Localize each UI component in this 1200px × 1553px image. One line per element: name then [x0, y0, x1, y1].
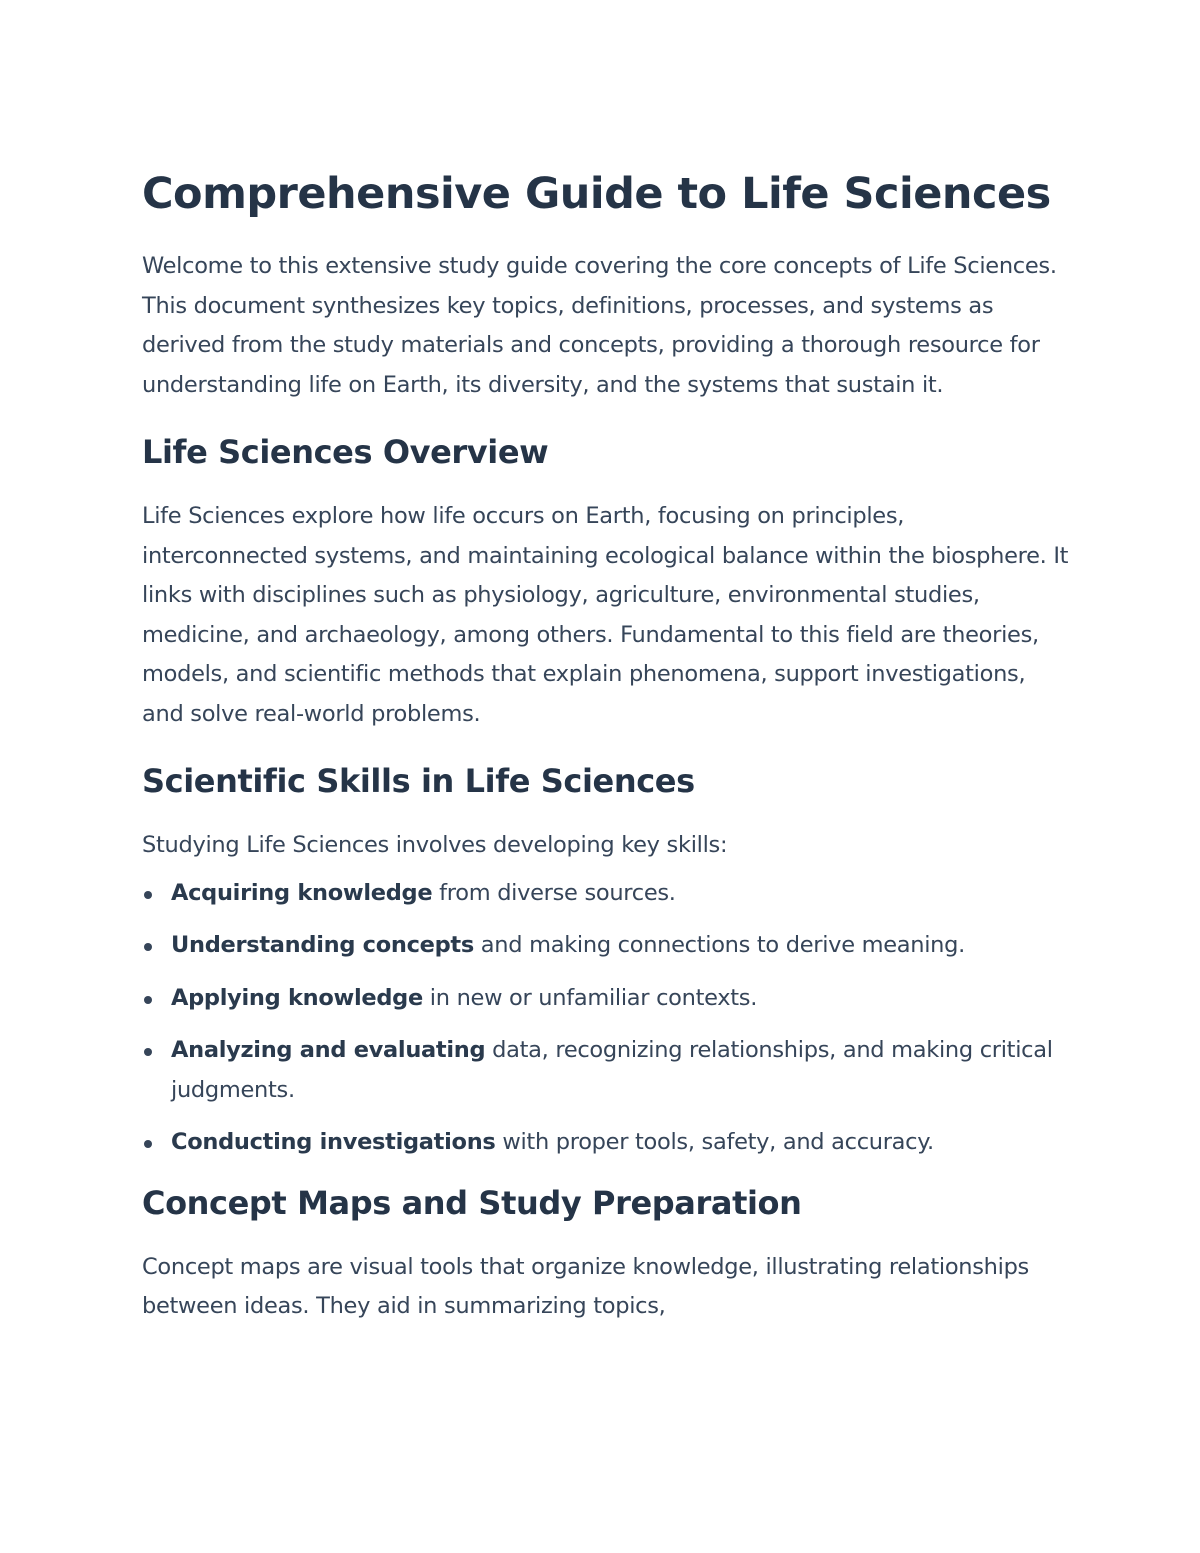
list-item-text: and making connections to derive meaning. — [473, 932, 965, 958]
document-page — [142, 160, 1072, 1327]
list-item — [142, 1031, 1072, 1110]
list-item-text: from diverse sources. — [432, 879, 676, 906]
intro-paragraph: Welcome to this extensive study guide covering the core concepts of Life Sciences. This document synthesizes key topics, definitions, processes, and systems as derived from the study materials and concepts, providing a thorough resource for understanding life on Earth, its diversity, and the systems that sustain it. — [142, 253, 1057, 398]
bullet-icon — [144, 1140, 152, 1148]
section-heading-overview: Life Sciences Overview — [142, 433, 549, 471]
bullet-icon — [144, 1048, 152, 1056]
section-heading-skills: Scientific Skills in Life Sciences — [142, 762, 695, 800]
list-item-text: data, recognizing relationships, and making critical judgments. — [171, 1037, 1053, 1103]
bullet-icon — [144, 943, 152, 951]
list-item-bold: Analyzing and evaluating — [171, 1037, 486, 1063]
list-item-bold: Conducting investigations — [171, 1129, 496, 1155]
list-item-bold: Acquiring knowledge — [171, 879, 433, 906]
bullet-icon — [144, 891, 152, 899]
concept-maps-paragraph: Concept maps are visual tools that organize knowledge, illustrating relationships between ideas. They aid in summarizing topics, — [142, 1253, 1029, 1319]
list-item-text: in new or unfamiliar contexts. — [422, 984, 758, 1011]
document-title: Comprehensive Guide to Life Sciences — [142, 169, 1051, 219]
section-heading-concept-maps: Concept Maps and Study Preparation — [142, 1183, 802, 1222]
list-item-bold: Understanding concepts — [171, 932, 474, 958]
list-item — [142, 926, 1072, 966]
list-item-bold: Applying knowledge — [171, 984, 423, 1011]
list-item — [142, 1123, 1072, 1163]
overview-paragraph: Life Sciences explore how life occurs on Earth, focusing on principles, interconnected systems, and maintaining ecological balance within the biosphere. It links with disciplines such as physiology, agriculture, environmental studies, medicine, and archaeology, among others. Fundamental to this field are theories, models, and scientific methods that explain phenomena, support investigations, and solve real-world problems. — [142, 503, 1069, 727]
skills-lead-paragraph: Studying Life Sciences involves developing key skills: — [142, 832, 728, 858]
list-item — [142, 874, 1072, 914]
bullet-icon — [144, 996, 152, 1004]
list-item — [142, 979, 1072, 1019]
list-item-text: with proper tools, safety, and accuracy. — [495, 1129, 934, 1155]
skills-list — [142, 874, 1072, 1163]
